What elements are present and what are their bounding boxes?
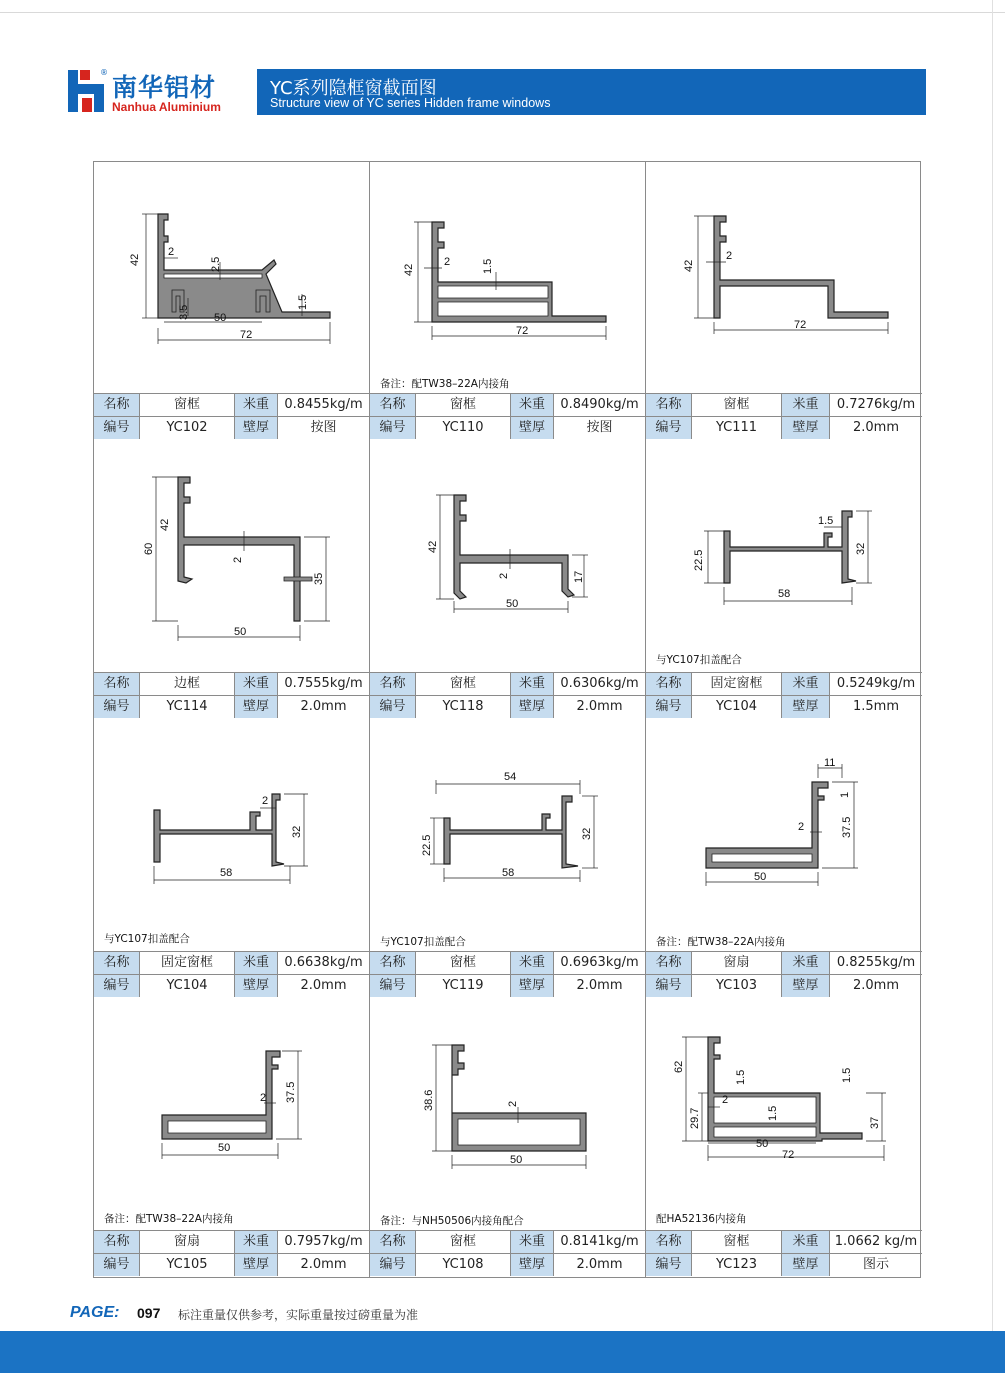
label-name: 名称 <box>94 394 139 416</box>
profile-code: YC110 <box>415 417 510 439</box>
dim-label: 2 <box>498 572 510 579</box>
profile-note: 备注：配TW38–22A内接角 <box>380 378 510 390</box>
label-name: 名称 <box>646 1231 691 1253</box>
label-thickness: 壁厚 <box>781 696 829 718</box>
profile-thickness: 2.0mm <box>277 696 369 718</box>
label-code: 编号 <box>646 417 691 439</box>
dim-label: 50 <box>754 871 767 883</box>
dim-label: 2 <box>444 256 451 268</box>
spec-table <box>646 393 922 440</box>
dim-label: 58 <box>220 867 233 879</box>
profile-drawing-yc102 <box>94 162 369 394</box>
dim-label: 17 <box>573 570 585 583</box>
dim-label: 32 <box>581 827 593 840</box>
profile-thickness: 2.0mm <box>553 1254 645 1276</box>
profile-weight: 0.8490kg/m <box>553 394 645 416</box>
dim-label: 72 <box>794 319 807 331</box>
label-weight: 米重 <box>234 1231 277 1253</box>
profile-thickness: 按图 <box>277 417 369 439</box>
spec-row-code <box>94 1253 369 1276</box>
label-thickness: 壁厚 <box>510 1254 553 1276</box>
label-weight: 米重 <box>234 952 277 974</box>
label-name: 名称 <box>646 673 691 695</box>
profile-code: YC104 <box>139 975 234 997</box>
spec-row-name <box>370 951 645 974</box>
page-number: 097 <box>137 1305 161 1321</box>
profile-thickness: 2.0mm <box>277 975 369 997</box>
dim-label: 50 <box>506 598 519 610</box>
label-name: 名称 <box>370 952 415 974</box>
dim-label: 2 <box>798 821 805 833</box>
profile-weight: 1.0662 kg/m <box>829 1231 922 1253</box>
profile-note: 与YC107扣盖配合 <box>104 933 190 945</box>
side-rule <box>992 0 993 1373</box>
profile-note: 与YC107扣盖配合 <box>656 654 742 666</box>
spec-row-code <box>370 695 645 718</box>
dim-label: 1.5 <box>841 1067 853 1083</box>
dim-label: 50 <box>218 1142 231 1154</box>
label-weight: 米重 <box>510 1231 553 1253</box>
label-code: 编号 <box>646 696 691 718</box>
profile-name: 窗框 <box>691 394 781 416</box>
profile-weight: 0.5249kg/m <box>829 673 922 695</box>
dim-label: 2 <box>260 1092 267 1104</box>
profile-name: 固定窗框 <box>139 952 234 974</box>
profile-weight: 0.7957kg/m <box>277 1231 369 1253</box>
spec-row-name <box>646 393 922 416</box>
label-name: 名称 <box>370 673 415 695</box>
spec-row-name <box>646 1230 922 1253</box>
profile-cell-yc114 <box>94 441 370 720</box>
dim-label: 72 <box>240 329 253 341</box>
spec-row-name <box>646 951 922 974</box>
profile-grid <box>93 161 921 1278</box>
profile-weight: 0.7276kg/m <box>829 394 922 416</box>
dim-label: 2 <box>262 795 269 807</box>
label-code: 编号 <box>94 1254 139 1276</box>
label-name: 名称 <box>370 1231 415 1253</box>
label-weight: 米重 <box>234 673 277 695</box>
page-subtitle: Structure view of YC series Hidden frame windows <box>270 96 551 110</box>
label-thickness: 壁厚 <box>781 975 829 997</box>
profile-drawing-yc108 <box>370 999 645 1231</box>
spec-table <box>94 951 369 998</box>
profile-thickness: 2.0mm <box>829 417 922 439</box>
dim-label: 22.5 <box>693 549 705 571</box>
spec-row-name <box>94 672 369 695</box>
label-thickness: 壁厚 <box>234 417 277 439</box>
dim-label: 50 <box>756 1138 769 1150</box>
profile-code: YC104 <box>691 696 781 718</box>
profile-drawing-yc104-a <box>646 441 922 673</box>
spec-table <box>94 393 369 440</box>
profile-cell-yc104-a <box>646 441 922 720</box>
profile-drawing-yc114 <box>94 441 369 673</box>
dim-label: 1.5 <box>735 1069 747 1085</box>
profile-drawing-yc118 <box>370 441 645 673</box>
dim-label: 50 <box>214 312 227 324</box>
profile-weight: 0.7555kg/m <box>277 673 369 695</box>
label-name: 名称 <box>646 952 691 974</box>
dim-label: 42 <box>427 540 439 553</box>
profile-code: YC114 <box>139 696 234 718</box>
profile-name: 窗扇 <box>139 1231 234 1253</box>
profile-code: YC123 <box>691 1254 781 1276</box>
dim-label: 2 <box>232 556 244 563</box>
label-name: 名称 <box>94 1231 139 1253</box>
spec-table <box>94 1230 369 1277</box>
dim-label: 60 <box>143 542 155 555</box>
spec-row-name <box>370 393 645 416</box>
profile-cell-yc104-b <box>94 720 370 999</box>
profile-note: 与YC107扣盖配合 <box>380 936 466 948</box>
profile-name: 窗框 <box>691 1231 781 1253</box>
profile-weight: 0.8255kg/m <box>829 952 922 974</box>
profile-note: 备注：配TW38–22A内接角 <box>104 1213 234 1225</box>
dim-label: 37.5 <box>285 1081 297 1103</box>
profile-cell-yc111 <box>646 162 922 441</box>
dim-label: 32 <box>291 825 303 838</box>
label-code: 编号 <box>370 696 415 718</box>
dim-label: 50 <box>234 626 247 638</box>
spec-row-name <box>370 1230 645 1253</box>
dim-label: 58 <box>778 588 791 600</box>
label-weight: 米重 <box>781 673 829 695</box>
spec-row-code <box>646 1253 922 1276</box>
profile-name: 窗框 <box>139 394 234 416</box>
spec-row-code <box>646 974 922 997</box>
label-thickness: 壁厚 <box>234 1254 277 1276</box>
label-name: 名称 <box>646 394 691 416</box>
profile-name: 边框 <box>139 673 234 695</box>
page-label: PAGE: <box>70 1304 120 1321</box>
profile-cell-yc110 <box>370 162 646 441</box>
profile-code: YC119 <box>415 975 510 997</box>
dim-label: 2 <box>726 250 733 262</box>
title-banner <box>257 69 926 115</box>
spec-row-code <box>94 695 369 718</box>
dim-label: 2 <box>507 1100 519 1107</box>
profile-name: 固定窗框 <box>691 673 781 695</box>
profile-name: 窗框 <box>415 394 510 416</box>
dim-label: 29.7 <box>689 1107 701 1129</box>
profile-thickness: 图示 <box>829 1254 922 1276</box>
profile-thickness: 1.5mm <box>829 696 922 718</box>
label-thickness: 壁厚 <box>781 1254 829 1276</box>
dim-label: 1 <box>839 791 851 798</box>
label-code: 编号 <box>94 975 139 997</box>
profile-drawing-yc110 <box>370 162 645 394</box>
spec-row-name <box>646 672 922 695</box>
spec-row-name <box>94 951 369 974</box>
label-thickness: 壁厚 <box>234 975 277 997</box>
label-weight: 米重 <box>510 673 553 695</box>
spec-table <box>646 951 922 998</box>
spec-row-code <box>646 416 922 439</box>
label-code: 编号 <box>94 696 139 718</box>
spec-table <box>94 672 369 719</box>
label-weight: 米重 <box>234 394 277 416</box>
profile-code: YC118 <box>415 696 510 718</box>
dim-label: 1.5 <box>818 515 834 527</box>
label-thickness: 壁厚 <box>510 975 553 997</box>
label-weight: 米重 <box>510 952 553 974</box>
label-code: 编号 <box>646 1254 691 1276</box>
spec-row-code <box>94 416 369 439</box>
profile-weight: 0.8141kg/m <box>553 1231 645 1253</box>
dim-label: 1.5 <box>767 1105 779 1121</box>
dim-label: 1.5 <box>482 258 494 274</box>
profile-cell-yc119 <box>370 720 646 999</box>
spec-row-code <box>646 695 922 718</box>
label-thickness: 壁厚 <box>510 696 553 718</box>
profile-note: 备注：配TW38–22A内接角 <box>656 936 786 948</box>
dim-label: 37 <box>869 1116 881 1129</box>
dim-label: 37.5 <box>841 816 853 838</box>
footer-bar <box>0 1331 1005 1373</box>
spec-row-code <box>370 1253 645 1276</box>
dim-label: 22.5 <box>421 834 433 856</box>
profile-thickness: 按图 <box>553 417 645 439</box>
dim-label: 3.5 <box>178 304 190 320</box>
dim-label: 50 <box>510 1154 523 1166</box>
brand-name-en: Nanhua Aluminium <box>112 100 221 114</box>
label-weight: 米重 <box>781 1231 829 1253</box>
profile-cell-yc103 <box>646 720 922 999</box>
profile-weight: 0.8455kg/m <box>277 394 369 416</box>
spec-row-code <box>370 974 645 997</box>
profile-drawing-yc123 <box>646 999 922 1231</box>
profile-drawing-yc119 <box>370 720 645 952</box>
label-weight: 米重 <box>781 394 829 416</box>
dim-label: 2.5 <box>210 256 222 272</box>
dim-label: 2 <box>168 246 175 258</box>
label-name: 名称 <box>370 394 415 416</box>
dim-label: 2 <box>722 1094 729 1106</box>
top-rule <box>0 12 1005 13</box>
dim-label: 35 <box>313 572 325 585</box>
brand-logo <box>68 70 248 116</box>
profile-thickness: 2.0mm <box>829 975 922 997</box>
profile-drawing-yc103 <box>646 720 922 952</box>
spec-table <box>370 393 645 440</box>
dim-label: 32 <box>855 542 867 555</box>
label-thickness: 壁厚 <box>234 696 277 718</box>
dim-label: 58 <box>502 867 515 879</box>
profile-code: YC111 <box>691 417 781 439</box>
profile-thickness: 2.0mm <box>553 696 645 718</box>
footer-note: 标注重量仅供参考，实际重量按过磅重量为准 <box>178 1308 419 1322</box>
label-weight: 米重 <box>510 394 553 416</box>
label-code: 编号 <box>646 975 691 997</box>
label-code: 编号 <box>370 1254 415 1276</box>
dim-label: 42 <box>129 253 141 266</box>
spec-row-code <box>370 416 645 439</box>
label-code: 编号 <box>94 417 139 439</box>
dim-label: 54 <box>504 771 517 783</box>
label-thickness: 壁厚 <box>510 417 553 439</box>
label-weight: 米重 <box>781 952 829 974</box>
profile-thickness: 2.0mm <box>277 1254 369 1276</box>
label-name: 名称 <box>94 673 139 695</box>
brand-name-cn: 南华铝材 <box>112 73 217 102</box>
profile-cell-yc105 <box>94 999 370 1277</box>
spec-row-name <box>94 393 369 416</box>
dim-label: 72 <box>782 1149 795 1161</box>
profile-cell-yc108 <box>370 999 646 1277</box>
profile-code: YC105 <box>139 1254 234 1276</box>
profile-code: YC102 <box>139 417 234 439</box>
label-thickness: 壁厚 <box>781 417 829 439</box>
profile-weight: 0.6306kg/m <box>553 673 645 695</box>
profile-thickness: 2.0mm <box>553 975 645 997</box>
dim-label: 42 <box>159 518 171 531</box>
profile-weight: 0.6638kg/m <box>277 952 369 974</box>
logo-registered-mark: ® <box>100 68 108 77</box>
profile-note: 备注：与NH50506内接角配合 <box>380 1215 524 1227</box>
profile-code: YC108 <box>415 1254 510 1276</box>
profile-drawing-yc111 <box>646 162 922 394</box>
profile-note: 配HA52136内接角 <box>656 1213 747 1225</box>
label-code: 编号 <box>370 975 415 997</box>
profile-name: 窗框 <box>415 952 510 974</box>
label-name: 名称 <box>94 952 139 974</box>
page-title: YC系列隐框窗截面图 <box>270 78 437 99</box>
dim-label: 38.6 <box>423 1089 435 1111</box>
profile-code: YC103 <box>691 975 781 997</box>
spec-table <box>370 951 645 998</box>
profile-cell-yc118 <box>370 441 646 720</box>
profile-weight: 0.6963kg/m <box>553 952 645 974</box>
dim-label: 11 <box>824 757 836 769</box>
dim-label: 42 <box>403 263 415 276</box>
profile-drawing-yc104-b <box>94 720 369 952</box>
profile-drawing-yc105 <box>94 999 369 1231</box>
spec-row-code <box>94 974 369 997</box>
profile-name: 窗扇 <box>691 952 781 974</box>
label-code: 编号 <box>370 417 415 439</box>
spec-table <box>370 1230 645 1277</box>
spec-table <box>370 672 645 719</box>
spec-table <box>646 1230 922 1277</box>
dim-label: 72 <box>516 325 529 337</box>
profile-name: 窗框 <box>415 673 510 695</box>
dim-label: 1.5 <box>297 294 309 310</box>
spec-row-name <box>370 672 645 695</box>
profile-name: 窗框 <box>415 1231 510 1253</box>
spec-row-name <box>94 1230 369 1253</box>
dim-label: 62 <box>673 1060 685 1073</box>
profile-cell-yc123 <box>646 999 922 1277</box>
spec-table <box>646 672 922 719</box>
dim-label: 42 <box>683 259 695 272</box>
profile-cell-yc102 <box>94 162 370 441</box>
